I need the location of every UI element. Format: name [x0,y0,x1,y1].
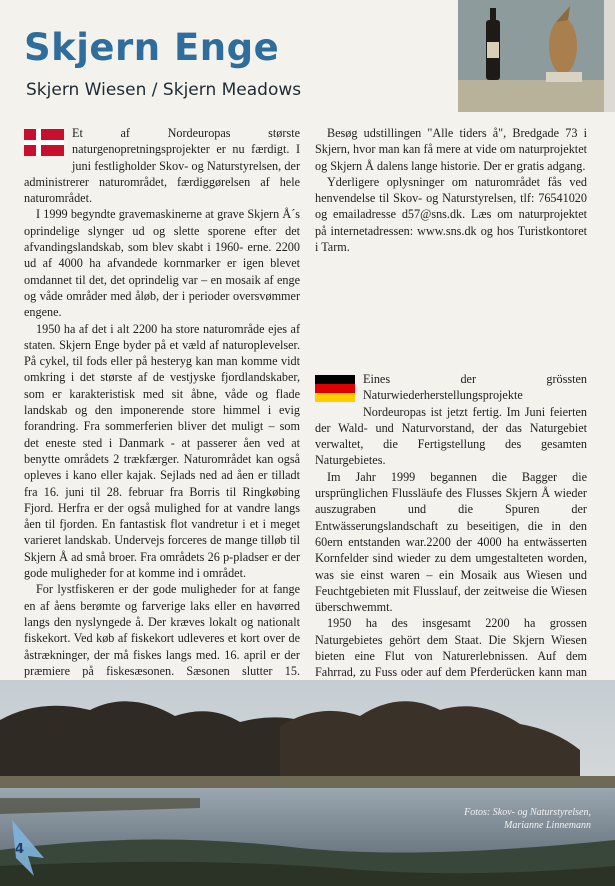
danish-text-column-1 [24,125,300,695]
photo-caption-line-1: Fotos: Skov- og Naturstyrelsen, [464,807,591,818]
page-title: Skjern Enge [24,26,280,69]
danish-paragraph-5: Besøg udstillingen "Alle tiders å", Bredgade 73 i Skjern, hvor man kan få mere at vide om naturprojektet og Skjern Å dalens lange historie. Der er gratis adgang. [315,126,587,173]
page-subtitle: Skjern Wiesen / Skjern Meadows [26,80,302,100]
danish-flag-icon [24,129,64,156]
german-text-column [315,371,587,697]
danish-paragraph-2: I 1999 begyndte gravemaskinerne at grave Skjern Å´s oprindelige slynger ud og slette sporene efter det afvandingslandskab, som blev skabt i 1960- erne. 2200 ud af 4000 ha afvandede kornmarker er igen blevet omdannet til det, det oprindelig var – en mosaik af enge og våde områder med åløb, der i perioder oversvømmer engene. [24,207,300,320]
meadow-landscape-photo [0,680,615,886]
page-number-arrow-icon [8,818,48,878]
danish-paragraph-3: 1950 ha af det i alt 2200 ha store naturområde ejes af staten. Skjern Enge byder på et væld af naturoplevelser. På cykel, til fods eller på hesteryg kan man komme vidt omkring i det største af de vestjyske fjordlandskaber, som er karakteristisk med sit åbne, våde og flade landskab og den imponerende store himmel i evig forandring. Fra sommerferien bliver det muligt – som det eneste sted i Danmark - at passerer åen ved at benytte områdets 2 trækfærger. Naturområdet kan også opleves i kano eller kajak. Sejlads ned ad åen er tilladt fra 16. juni til 28. februar fra Borris til Ringkøbing Fjord. Herfra er der også mulighed for at vandre langs åen til fjorden. En fantastisk flot vandretur i et i meget varieret landskab. Undervejs forceres de mange tilløb til Skjern Å ad små broer. Fra områdets 26 p-pladser er der gode muligheder for at komme ind i området. [24,321,300,581]
meadow-landscape-illustration [0,680,615,886]
danish-paragraph-6: Yderligere oplysninger om naturområdet fås ved henvendelse til Skov- og Naturstyrelsen, tlf: 76541020 og emailadresse d57@sns.dk. Læs om naturprojektet på internetadressen: www.sns.dk og hos Turistkontoret i Tarm. [315,174,587,255]
photo-caption [464,806,591,832]
german-paragraph-3: 1950 ha des insgesamt 2200 ha grossen Naturgebietes gehört dem Staat. Die Skjern Wiesen bieten eine Flut von Naturerlebnissen. Auf dem Fahrrad, zu Fuss oder auf dem Pferderücken kann man [315,616,587,680]
danish-paragraph-4: For lystfiskeren er der gode muligheder for at fange en af åens berømte og farverige laks eller en havørred langs den nyslyngede å. Der kræves lokalt og nationalt fiskekort. Ved køb af fiskekort udleveres et kort over de åstrækninger, der må fiskes langs med. 16. april er der præmiere på fiskesæsonen. Sæsonen slutter 15. [24,582,300,678]
german-paragraph-1: Eines der grössten Naturwiederherstellungsprojekte Nordeuropas ist jetzt fertig. Im Juni feierten der Wald- und Naturvorstand, der das Naturgebiet verwaltet, die Fertigstellung des gesamten Naturgebietes. [315,372,587,468]
german-paragraph-2: Im Jahr 1999 begannen die Bagger die ursprünglichen Flussläufe des Flusses Skjern Å wieder auszugraben und die Spuren der Entwässerungslandschaft zu beseitigen, die in den 60ern entstanden war.2200 der 4000 ha entwässerten Kornfelder sind wieder zu dem umgestalteten worden, was sie einst waren – ein Mosaik aus Wiesen und Feuchtgebieten mit Flusslauf, der zeitweise die Wiesen überschwemmt. [315,469,587,615]
exhibition-photo [458,0,615,112]
page-number: 4 [15,842,25,857]
danish-text-column-2 [315,125,587,255]
danish-paragraph-1: Et af Nordeuropas største naturgenopretningsprojekter er nu færdigt. I juni festligholder Skov- og Naturstyrelsen, der administrerer naturområdet, færdiggørelsen af hele naturområdet. [24,126,300,206]
exhibition-photo-illustration [458,0,615,112]
german-flag-icon [315,375,355,402]
photo-caption-line-2: Marianne Linnemann [504,820,591,831]
